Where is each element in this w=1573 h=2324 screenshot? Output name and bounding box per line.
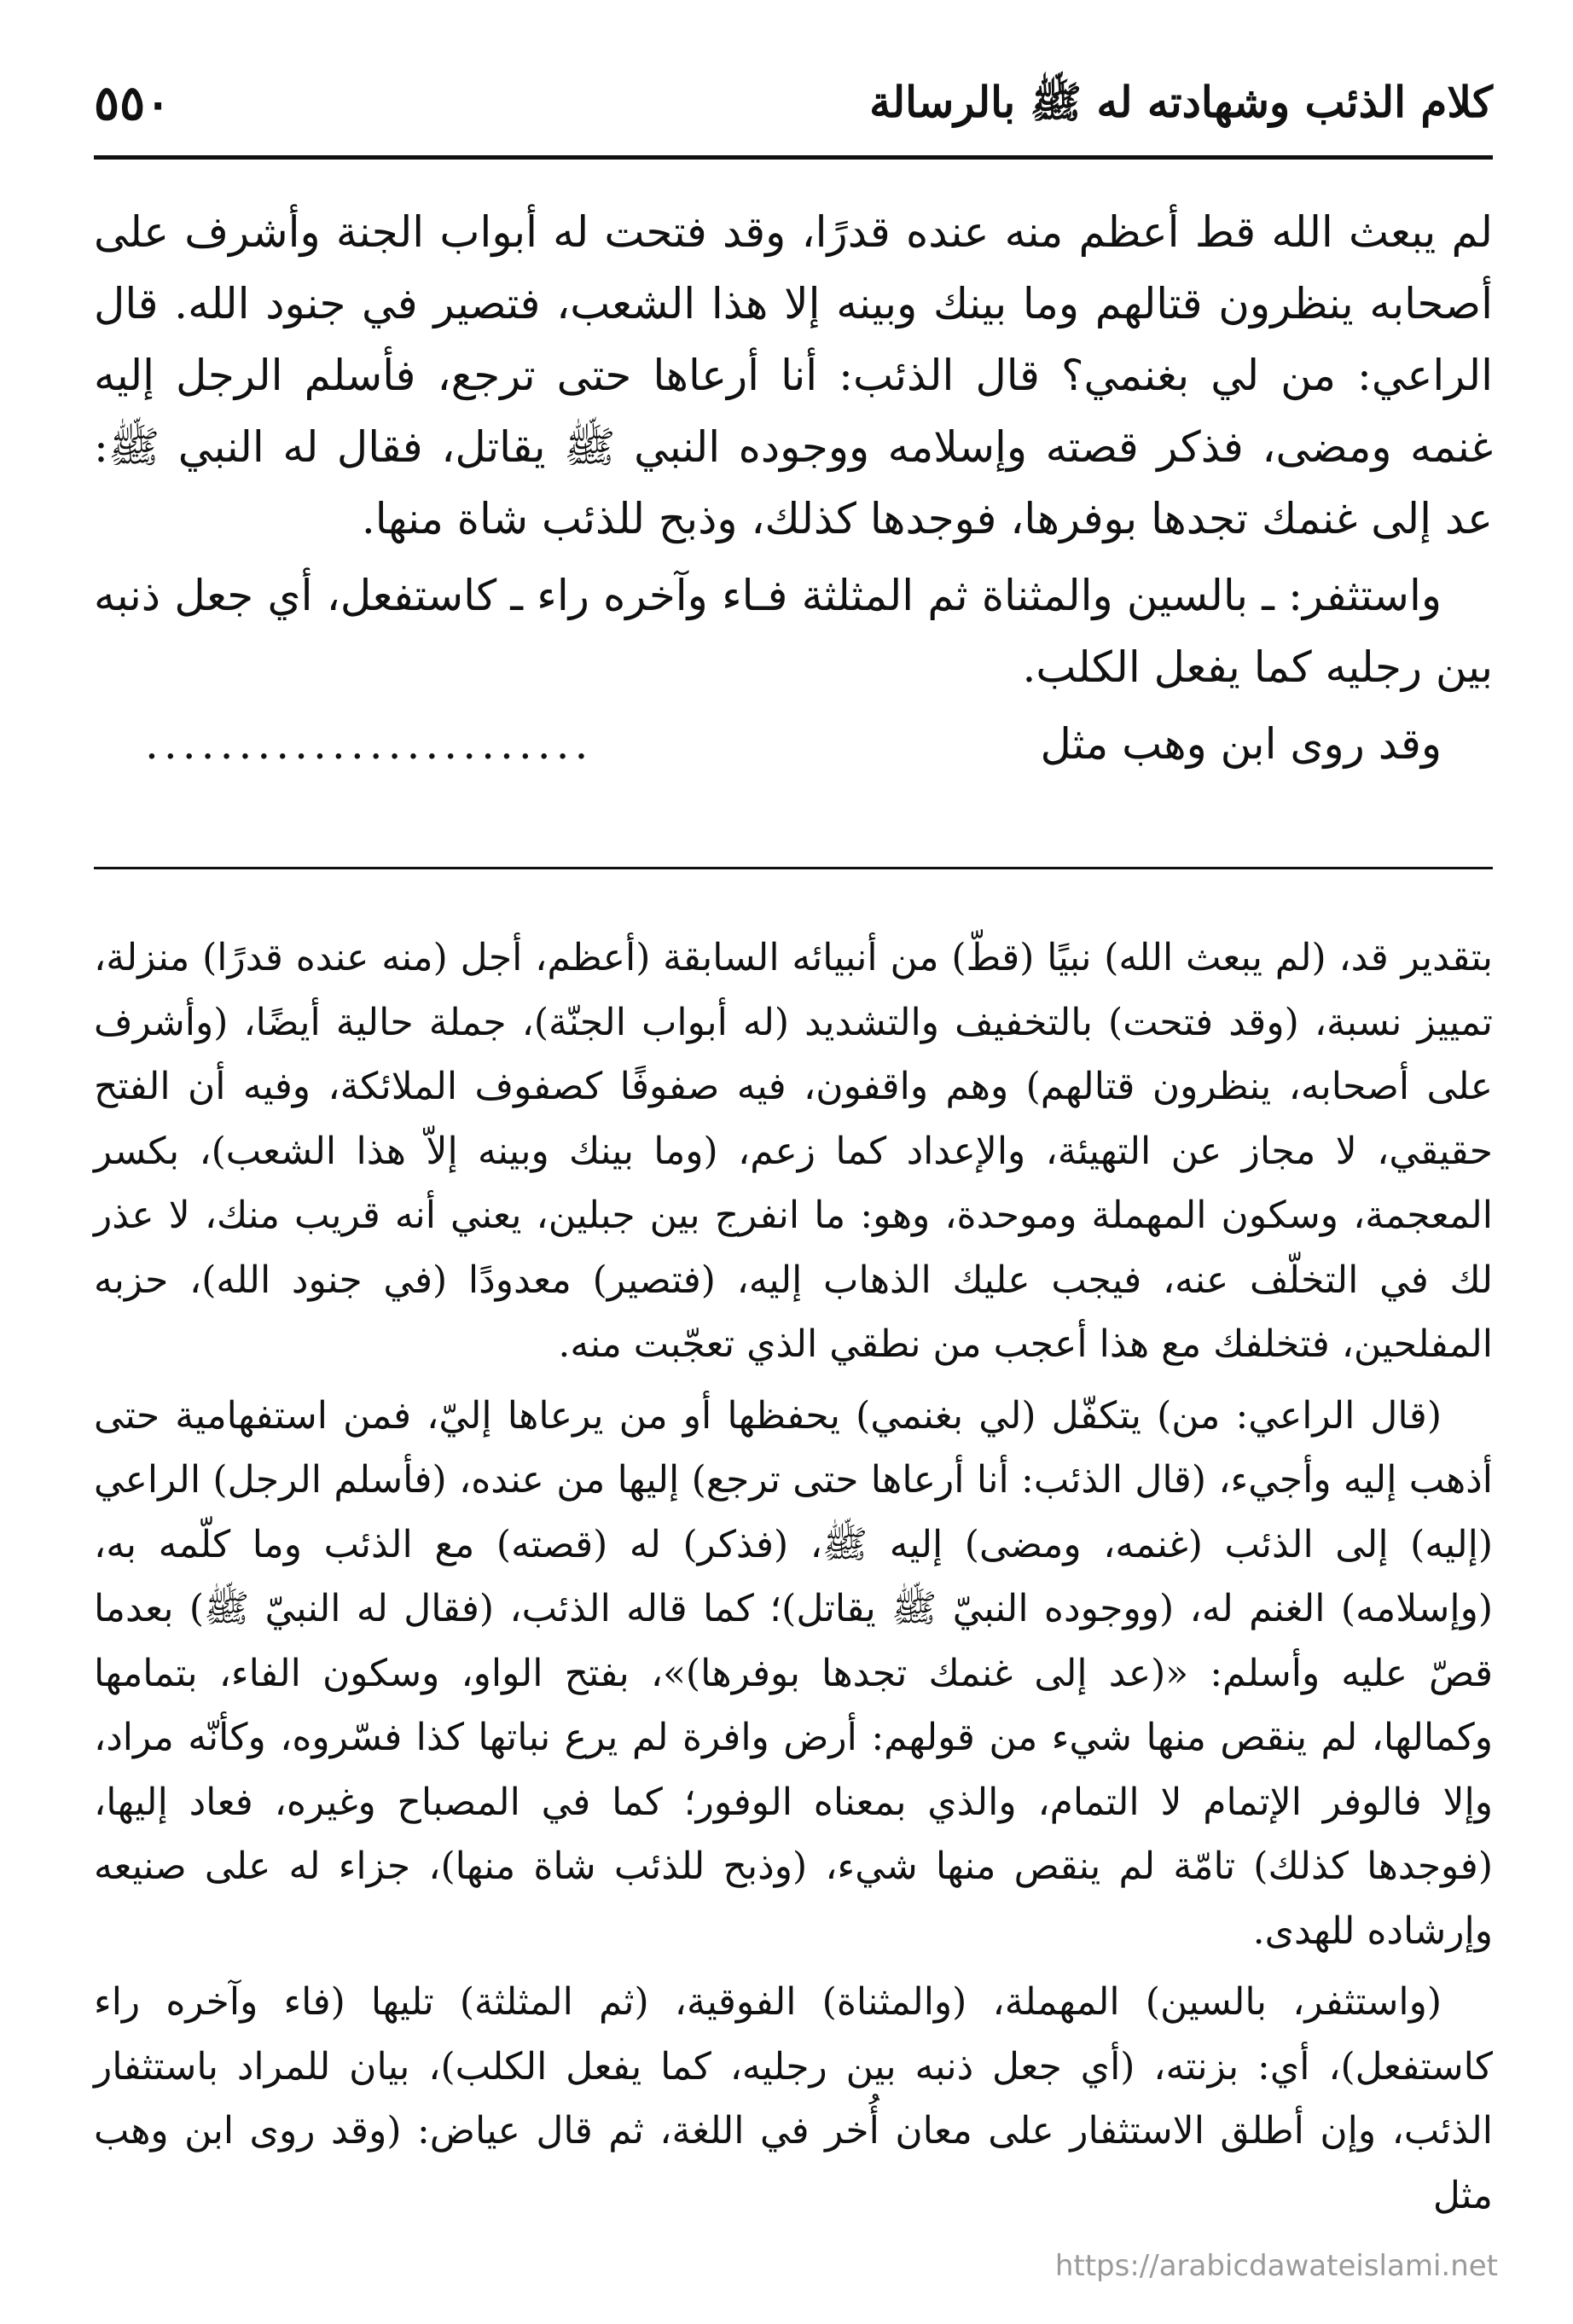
main-text-paragraph: واستثفر: ـ بالسين والمثناة ثم المثلثة فـاء وآخره راء ـ كاستفعل، أي جعل ذنبه بين رجليه كما يفعل الكلب.: [94, 571, 1493, 692]
header-rule: [94, 155, 1493, 160]
running-title: كلام الذئب وشهادته له ﷺ بالرسالة: [869, 77, 1493, 127]
separator-rule: [94, 867, 1493, 869]
main-text-continuation: [94, 708, 1493, 780]
commentary-paragraph: بتقدير قد، (لم يبعث الله) نبيًا (قطّ) من أنبيائه السابقة (أعظم، أجل (منه عنده قدرًا) منزلة، تمييز نسبة، (وقد فتحت) بالتخفيف والتشديد (له أبواب الجنّة)، جملة حالية أيضًا، (وأشرف على أصحابه، ينظرون قتالهم) وهم واقفون، فيه صفوفًا كصفوف الملائكة، وفيه أن الفتح حقيقي، لا مجاز عن التهيئة، والإعداد كما زعم، (وما بينك وبينه إلاّ هذا الشعب)، بكسر المعجمة، وسكون المهملة وموحدة، وهو: ما انفرج بين جبلين، يعني أنه قريب منك، لا عذر لك في التخلّف عنه، فيجب عليك الذهاب إليه، (فتصير) معدودًا (في جنود الله)، حزبه المفلحين، فتخلفك مع هذا أعجب من نطقي الذي تعجّبت منه.: [94, 936, 1493, 1366]
commentary-paragraph: (واستثفر، بالسين) المهملة، (والمثناة) الفوقية، (ثم المثلثة) تليها (فاء وآخره راء كاستفعل)، أي: بزنته، (أي جعل ذنبه بين رجليه، كما يفعل الكلب)، بيان للمراد باستثفار الذئب، وإن أطلق الاستثفار على معان أُخر في اللغة، ثم قال عياض: (وقد روى ابن وهب مثل: [94, 1980, 1493, 2217]
continuation-dots: ........................: [145, 719, 594, 769]
watermark-url: https://arabicdawateislami.net: [1054, 2249, 1498, 2283]
main-text: [94, 196, 1493, 785]
page-number: ٥٥٠: [94, 75, 171, 131]
commentary-paragraph: (قال الراعي: من) يتكفّل (لي بغنمي) يحفظها أو من يرعاها إليّ، فمن استفهامية حتى أذهب إليه وأجيء، (قال الذئب: أنا أرعاها حتى ترجع) إليها من عنده، (فأسلم الرجل) الراعي (إليه) إلى الذئب (غنمه، ومضى) إليه ﷺ، (فذكر) له (قصته) مع الذئب وما كلّمه به، (وإسلامه) الغنم له، (ووجوده النبيّ ﷺ يقاتل)؛ كما قاله الذئب، (فقال له النبيّ ﷺ) بعدما قصّ عليه وأسلم: «(عد إلى غنمك تجدها بوفرها)»، بفتح الواو، وسكون الفاء، بتمامها وكمالها، لم ينقص منها شيء من قولهم: أرض وافرة لم يرع نباتها كذا فسّروه، وكأنّه مراد، وإلا فالوفر الإتمام لا التمام، والذي بمعناه الوفور؛ كما في المصباح وغيره، فعاد إليها، (فوجدها كذلك) تامّة لم ينقص منها شيء، (وذبح للذئب شاة منها)، جزاء له على صنيعه وإرشاده للهدى.: [94, 1393, 1493, 1953]
continuation-text: وقد روى ابن وهب مثل: [1040, 719, 1442, 769]
page-header: [94, 60, 1493, 145]
commentary-text: [94, 926, 1493, 2234]
main-text-paragraph: لم يبعث الله قط أعظم منه عنده قدرًا، وقد فتحت له أبواب الجنة وأشرف على أصحابه ينظرون قتالهم وما بينك وبينه إلا هذا الشعب، فتصير في جنود الله. قال الراعي: من لي بغنمي؟ قال الذئب: أنا أرعاها حتى ترجع، فأسلم الرجل إليه غنمه ومضى، فذكر قصته وإسلامه ووجوده النبي ﷺ يقاتل، فقال له النبي ﷺ: عد إلى غنمك تجدها بوفرها، فوجدها كذلك، وذبح للذئب شاة منها.: [94, 207, 1493, 543]
